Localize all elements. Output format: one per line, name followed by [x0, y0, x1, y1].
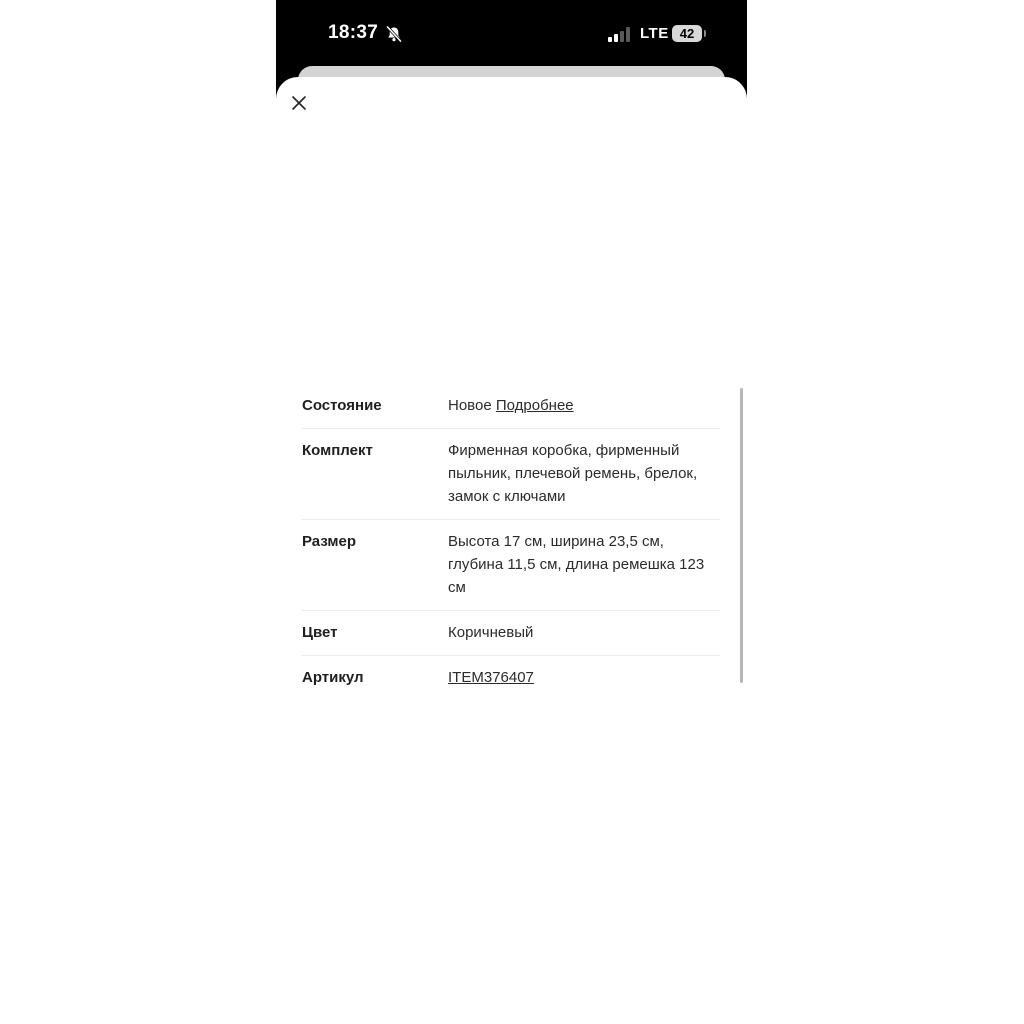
spec-row-condition	[302, 384, 720, 429]
spec-value: Высота 17 см, ширина 23,5 см, глубина 11,5 см, длина ремешка 123 см	[448, 533, 705, 596]
specs-table	[302, 384, 720, 700]
details-link[interactable]: Подробнее	[495, 397, 574, 414]
bottom-sheet	[276, 77, 747, 1024]
signal-bars-icon	[608, 27, 632, 42]
spec-row-color	[302, 611, 720, 656]
spec-value: Коричневый	[448, 624, 534, 641]
spec-label: Комплект	[302, 442, 373, 459]
close-icon	[291, 95, 307, 111]
battery-icon	[672, 25, 702, 42]
network-type: LTE	[640, 25, 669, 42]
battery-level: 42	[679, 26, 695, 41]
spec-label: Размер	[302, 533, 357, 550]
spec-value: Фирменная коробка, фирменный пыльник, плечевой ремень, брелок, замок с ключами	[448, 442, 698, 505]
spec-label: Состояние	[302, 397, 382, 414]
phone-screen	[276, 0, 747, 1024]
spec-row-set	[302, 429, 720, 520]
article-link[interactable]: ITEM376407	[448, 669, 534, 686]
close-button[interactable]	[288, 92, 310, 114]
status-time: 18:37	[328, 22, 379, 43]
spec-label: Цвет	[302, 624, 338, 641]
spec-row-size	[302, 520, 720, 611]
bell-slash-icon	[385, 25, 403, 43]
battery-tip	[704, 30, 706, 37]
condition-value: Новое	[448, 397, 492, 414]
spec-value	[448, 666, 720, 689]
spec-value	[448, 394, 720, 417]
spec-label: Артикул	[302, 669, 364, 686]
spec-row-article	[302, 656, 720, 700]
scrollbar[interactable]	[740, 388, 743, 683]
